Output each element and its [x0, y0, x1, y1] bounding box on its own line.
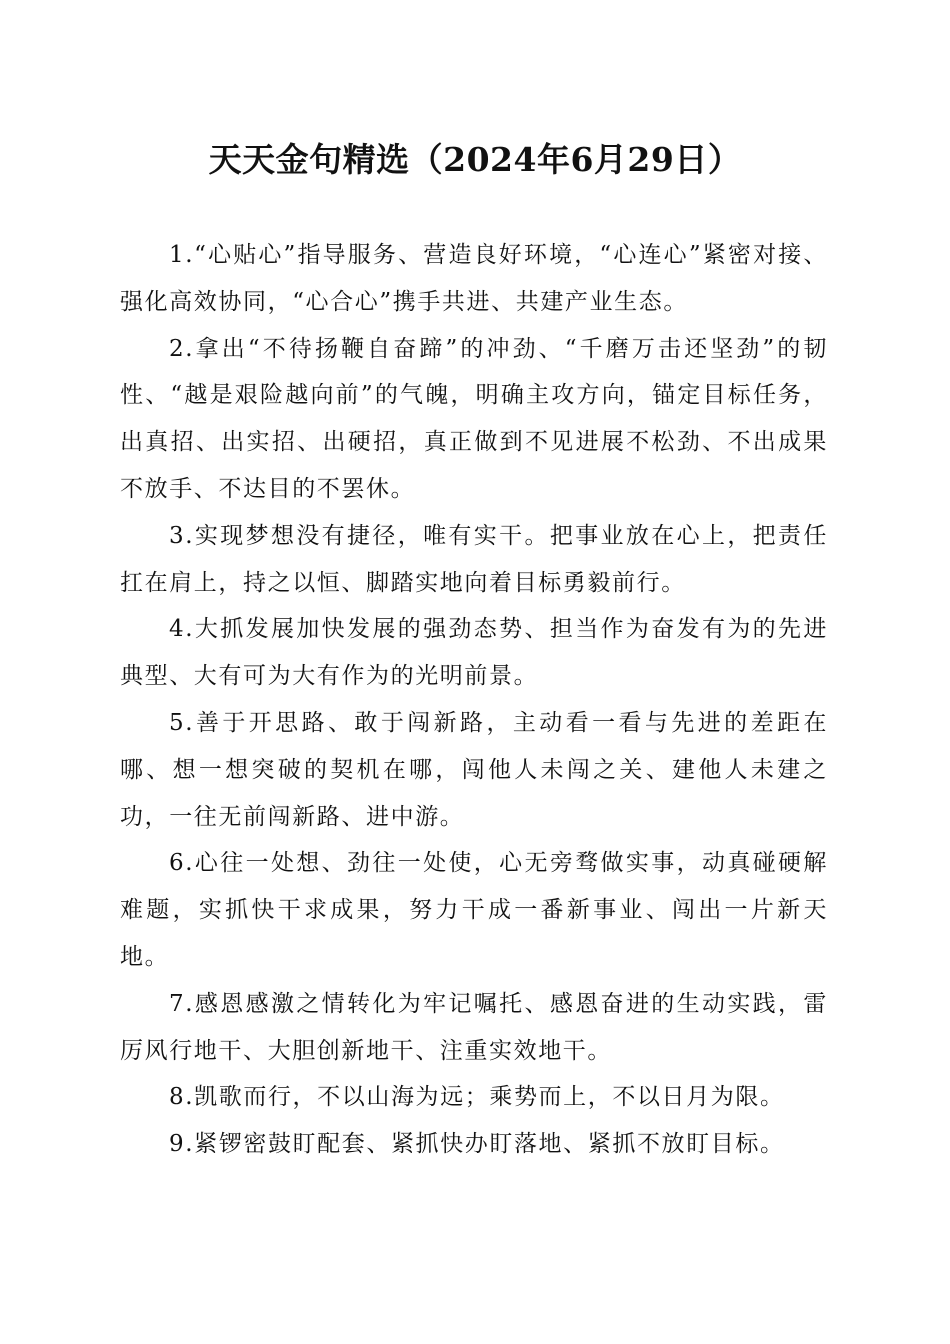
quote-item-6: 6.心往一处想、劲往一处使，心无旁骛做实事，动真碰硬解难题，实抓快干求成果，努力干成一番新事业、闯出一片新天地。	[120, 850, 828, 970]
quote-item-9: 9.紧锣密鼓盯配套、紧抓快办盯落地、紧抓不放盯目标。	[169, 1131, 785, 1158]
quote-item-8: 8.凯歌而行，不以山海为远；乘势而上，不以日月为限。	[169, 1084, 785, 1111]
quote-item-2: 2.拿出“不待扬鞭自奋蹄”的冲劲、“千磨万击还坚劲”的韧性、“越是艰险越向前”的气魄，明确主攻方向，锚定目标任务，出真招、出实招、出硬招，真正做到不见进展不松劲、不出成果不放手、不达目的不罢休。	[120, 335, 828, 502]
quote-item-3: 3.实现梦想没有捷径，唯有实干。把事业放在心上，把责任扛在肩上，持之以恒、脚踏实地向着目标勇毅前行。	[120, 522, 828, 596]
quote-item-5: 5.善于开思路、敢于闯新路，主动看一看与先进的差距在哪、想一想突破的契机在哪，闯他人未闯之关、建他人未建之功，一往无前闯新路、进中游。	[120, 709, 828, 830]
quote-item-7: 7.感恩感激之情转化为牢记嘱托、感恩奋进的生动实践，雷厉风行地干、大胆创新地干、注重实效地干。	[120, 990, 828, 1064]
document-title: 天天金句精选（2024年6月29日）	[208, 140, 742, 179]
quote-item-1: 1.“心贴心”指导服务、营造良好环境，“心连心”紧密对接、强化高效协同，“心合心”携手共进、共建产业生态。	[120, 242, 828, 315]
quote-item-4: 4.大抓发展加快发展的强劲态势、担当作为奋发有为的先进典型、大有可为大有作为的光明前景。	[120, 616, 828, 690]
quote-list	[120, 232, 828, 1168]
